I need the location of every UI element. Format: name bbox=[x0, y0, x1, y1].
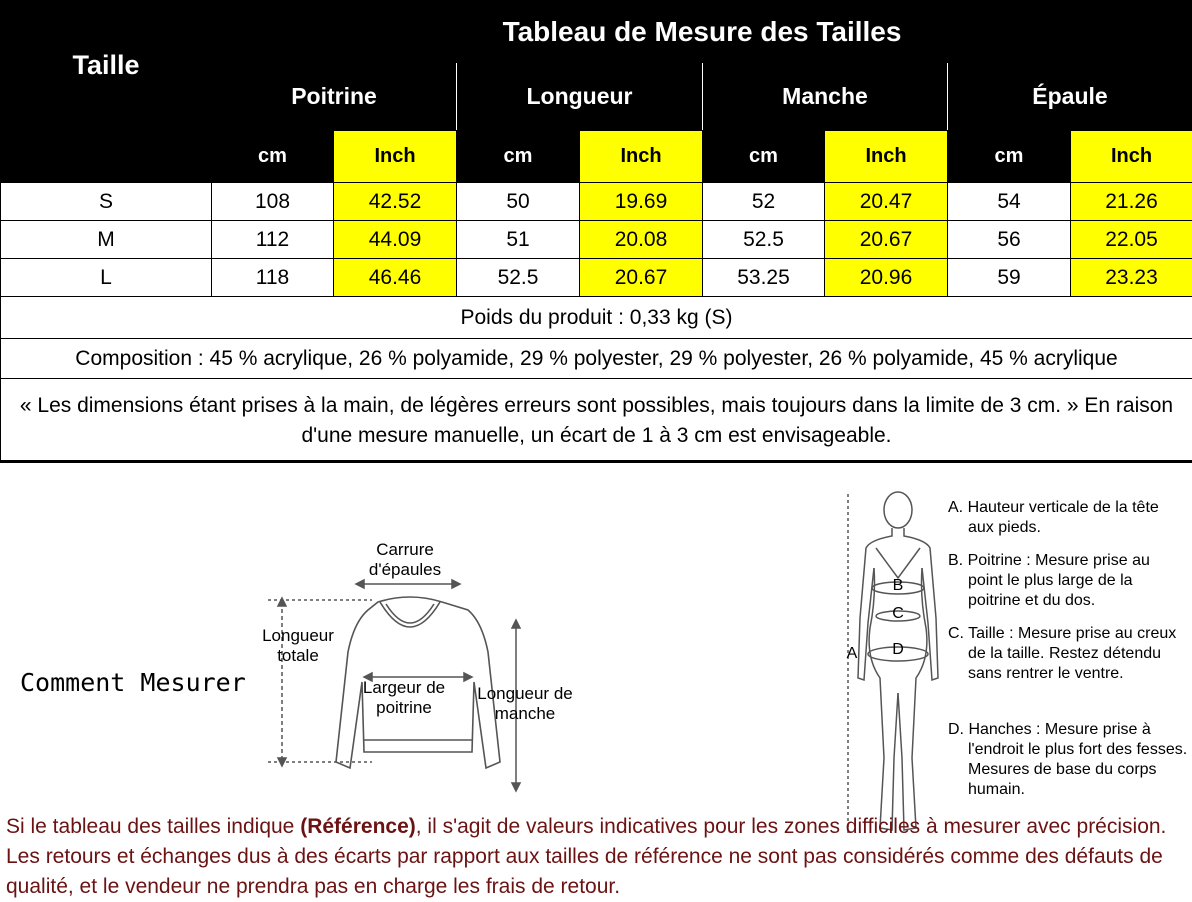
value-cell: 108 bbox=[212, 183, 334, 221]
value-cell: 50 bbox=[457, 183, 580, 221]
group-header-poitrine: Poitrine bbox=[212, 63, 457, 131]
group-header-epaule: Épaule bbox=[948, 63, 1192, 131]
table-row bbox=[1, 183, 1192, 221]
measurement-note: « Les dimensions étant prises à la main, de légères erreurs sont possibles, mais toujours dans la limite de 3 cm. » En raison d'une mesure manuelle, un écart de 1 à 3 cm est envisageable. bbox=[1, 379, 1192, 463]
unit-inch: Inch bbox=[334, 131, 457, 183]
value-cell: 21.26 bbox=[1071, 183, 1192, 221]
value-cell: 51 bbox=[457, 221, 580, 259]
legend-item-a: A. Hauteur verticale de la tête aux pieds. bbox=[948, 498, 1188, 538]
composition: Composition : 45 % acrylique, 26 % polyamide, 29 % polyester, 29 % polyester, 26 % polyamide, 45 % acrylique bbox=[1, 339, 1192, 379]
value-cell: 53.25 bbox=[703, 259, 825, 297]
size-header: Taille bbox=[1, 1, 212, 131]
value-cell: 22.05 bbox=[1071, 221, 1192, 259]
how-to-measure-title: Comment Mesurer bbox=[20, 668, 246, 697]
value-cell: 20.47 bbox=[825, 183, 948, 221]
body-letter-c: C bbox=[890, 604, 906, 624]
measurement-guide bbox=[0, 460, 1192, 898]
value-cell: 46.46 bbox=[334, 259, 457, 297]
measurement-legend bbox=[948, 498, 1188, 813]
value-cell: 23.23 bbox=[1071, 259, 1192, 297]
legend-item-c: C. Taille : Mesure prise au creux de la taille. Restez détendu sans rentrer le ventre. bbox=[948, 624, 1188, 684]
value-cell: 52 bbox=[703, 183, 825, 221]
label-total-length: Longueur totale bbox=[250, 626, 346, 666]
size-disclaimer bbox=[6, 812, 1186, 902]
value-cell: 20.67 bbox=[580, 259, 703, 297]
size-cell: M bbox=[1, 221, 212, 259]
unit-cm: cm bbox=[212, 131, 334, 183]
unit-inch: Inch bbox=[825, 131, 948, 183]
size-cell: S bbox=[1, 183, 212, 221]
value-cell: 20.96 bbox=[825, 259, 948, 297]
body-letter-d: D bbox=[890, 640, 906, 660]
value-cell: 59 bbox=[948, 259, 1071, 297]
unit-cm: cm bbox=[703, 131, 825, 183]
body-letter-b: B bbox=[890, 576, 906, 596]
size-cell: L bbox=[1, 259, 212, 297]
value-cell: 56 bbox=[948, 221, 1071, 259]
value-cell: 112 bbox=[212, 221, 334, 259]
unit-inch: Inch bbox=[580, 131, 703, 183]
disclaimer-reference: (Référence) bbox=[300, 815, 416, 838]
value-cell: 118 bbox=[212, 259, 334, 297]
unit-inch: Inch bbox=[1071, 131, 1192, 183]
value-cell: 44.09 bbox=[334, 221, 457, 259]
table-row bbox=[1, 221, 1192, 259]
table-title: Tableau de Mesure des Tailles bbox=[212, 1, 1192, 63]
value-cell: 42.52 bbox=[334, 183, 457, 221]
disclaimer-text-start: Si le tableau des tailles indique bbox=[6, 815, 300, 838]
body-figure bbox=[840, 488, 950, 848]
group-header-longueur: Longueur bbox=[457, 63, 703, 131]
body-letter-a: A bbox=[844, 644, 860, 664]
value-cell: 52.5 bbox=[703, 221, 825, 259]
value-cell: 19.69 bbox=[580, 183, 703, 221]
unit-cm: cm bbox=[457, 131, 580, 183]
disclaimer-text-end: , il s'agit de valeurs indicatives pour les zones difficiles à mesurer avec précision. Les retours et échanges dus à des écarts par rapport aux tailles de référence ne sont pas considérés comme des défauts de qualité, et le vendeur ne prendra pas en charge les frais de retour. bbox=[6, 815, 1166, 898]
group-header-manche: Manche bbox=[703, 63, 948, 131]
product-weight: Poids du produit : 0,33 kg (S) bbox=[1, 297, 1192, 339]
value-cell: 54 bbox=[948, 183, 1071, 221]
value-cell: 20.08 bbox=[580, 221, 703, 259]
unit-cm: cm bbox=[948, 131, 1071, 183]
label-shoulder-width: Carrure d'épaules bbox=[352, 540, 458, 580]
label-sleeve-length: Longueur de manche bbox=[476, 684, 574, 724]
unit-header-spacer bbox=[1, 131, 212, 183]
value-cell: 52.5 bbox=[457, 259, 580, 297]
legend-item-b: B. Poitrine : Mesure prise au point le plus large de la poitrine et du dos. bbox=[948, 551, 1188, 611]
label-chest-width: Largeur de poitrine bbox=[354, 678, 454, 718]
value-cell: 20.67 bbox=[825, 221, 948, 259]
table-row bbox=[1, 259, 1192, 297]
legend-item-d: D. Hanches : Mesure prise à l'endroit le plus fort des fesses. Mesures de base du corps humain. bbox=[948, 720, 1188, 800]
